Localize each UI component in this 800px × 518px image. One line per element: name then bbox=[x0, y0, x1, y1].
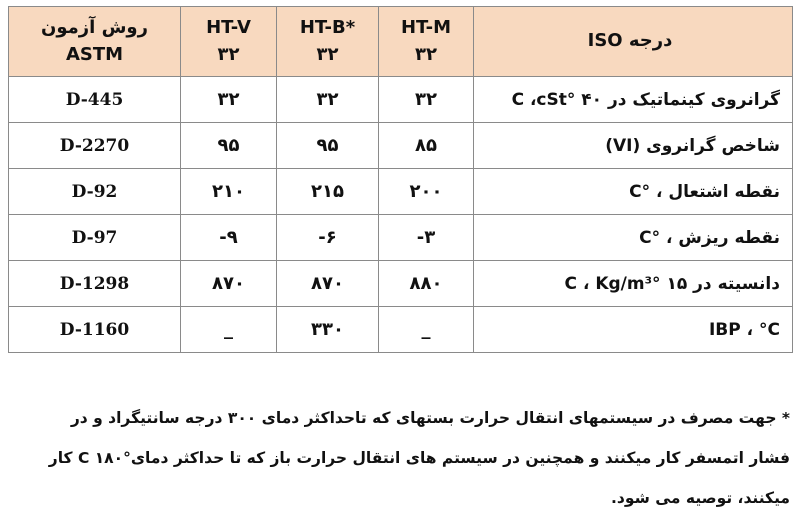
table-row bbox=[9, 215, 793, 261]
header-ht-m bbox=[379, 7, 474, 77]
header-ht-m-grade: ۳۲ bbox=[415, 43, 437, 65]
header-ht-m-name: HT-M bbox=[400, 17, 452, 39]
footnote-line: میکنند، توصیه می شود. bbox=[611, 489, 790, 507]
ht-v-cell: ۹۵ bbox=[181, 123, 277, 169]
ht-m-cell: ۳۲ bbox=[379, 77, 474, 123]
ht-b-cell: ۲۱۵ bbox=[277, 169, 379, 215]
astm-cell: D-1298 bbox=[9, 261, 181, 307]
header-ht-b-grade: ۳۲ bbox=[316, 43, 339, 65]
astm-cell: D-1160 bbox=[9, 307, 181, 353]
property-cell: دانسیته در ۱۵ °C ، Kg/m³ bbox=[474, 261, 793, 307]
property-cell: نقطه اشتعال ، °C bbox=[474, 169, 793, 215]
table-row bbox=[9, 169, 793, 215]
property-cell: نقطه ریزش ، °C bbox=[474, 215, 793, 261]
header-property: درجه ISO bbox=[474, 7, 793, 77]
astm-cell: D-97 bbox=[9, 215, 181, 261]
table-row bbox=[9, 261, 793, 307]
header-ht-v-grade: ۳۲ bbox=[217, 43, 240, 65]
astm-cell: D-2270 bbox=[9, 123, 181, 169]
ht-b-cell: ۳۲ bbox=[277, 77, 379, 123]
ht-m-cell: ۸۵ bbox=[379, 123, 474, 169]
ht-m-cell: ۸۸۰ bbox=[379, 261, 474, 307]
table-row bbox=[9, 77, 793, 123]
footnote-line: فشار اتمسفر کار میکنند و همچنین در سیستم های انتقال حرارت باز که تا حداکثر دمای°C ۱۸۰ کار bbox=[48, 449, 790, 467]
table-row bbox=[9, 307, 793, 353]
ht-v-cell: -۹ bbox=[181, 215, 277, 261]
ht-v-cell: _ bbox=[181, 307, 277, 353]
property-cell: شاخص گرانروی (VI) bbox=[474, 123, 793, 169]
ht-v-cell: ۲۱۰ bbox=[181, 169, 277, 215]
header-ht-b bbox=[277, 7, 379, 77]
header-astm bbox=[9, 7, 181, 77]
footnote bbox=[14, 398, 790, 518]
property-cell: گرانروی کینماتیک در ۴۰ °C ،cSt bbox=[474, 77, 793, 123]
header-astm-line1: روش آزمون bbox=[41, 17, 148, 39]
ht-m-cell: ۲۰۰ bbox=[379, 169, 474, 215]
header-row bbox=[9, 7, 793, 77]
header-ht-v-name: HT-V bbox=[206, 17, 251, 39]
footnote-line: * جهت مصرف در سیستمهای انتقال حرارت بستهای که تاحداکثر دمای ۳۰۰ درجه سانتیگراد و در bbox=[70, 409, 790, 427]
ht-v-cell: ۸۷۰ bbox=[181, 261, 277, 307]
ht-b-cell: ۹۵ bbox=[277, 123, 379, 169]
ht-m-cell: -۳ bbox=[379, 215, 474, 261]
specifications-table bbox=[8, 6, 793, 353]
ht-m-cell: _ bbox=[379, 307, 474, 353]
header-astm-line2: ASTM bbox=[65, 43, 124, 65]
ht-b-cell: -۶ bbox=[277, 215, 379, 261]
astm-cell: D-92 bbox=[9, 169, 181, 215]
ht-b-cell: ۸۷۰ bbox=[277, 261, 379, 307]
table-row bbox=[9, 123, 793, 169]
astm-cell: D-445 bbox=[9, 77, 181, 123]
header-ht-b-name: HT-B* bbox=[299, 17, 356, 39]
ht-v-cell: ۳۲ bbox=[181, 77, 277, 123]
property-cell: IBP ، °C bbox=[474, 307, 793, 353]
header-ht-v bbox=[181, 7, 277, 77]
ht-b-cell: ۳۳۰ bbox=[277, 307, 379, 353]
